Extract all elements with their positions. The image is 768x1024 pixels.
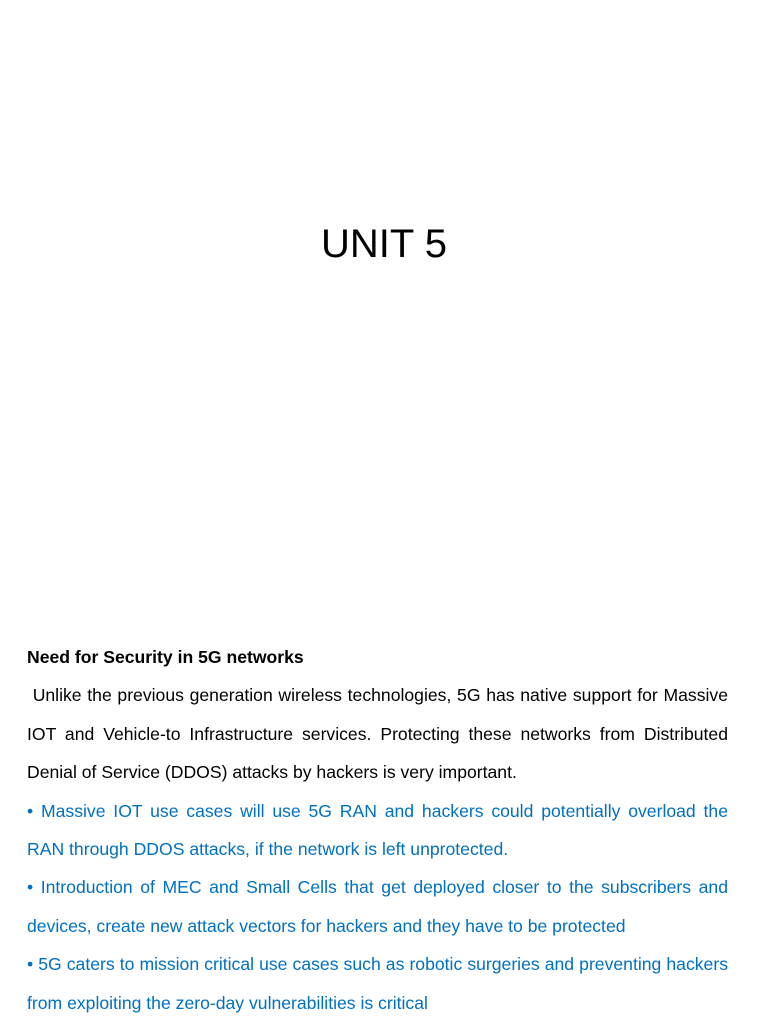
bullet-item: • Introduction of MEC and Small Cells that get deployed closer to the subscribers and devices, create new attack vectors for hackers and they have to be protected — [27, 877, 728, 936]
bullet-item: • Massive IOT use cases will use 5G RAN and hackers could potentially overload the RAN through DDOS attacks, if the network is left unprotected. — [27, 800, 728, 860]
intro-paragraph: Unlike the previous generation wireless technologies, 5G has native support for Massive IOT and Vehicle-to Infrastructure services. Protecting these networks from Distributed Denial of Service (DDOS) attacks by hackers is very important. — [27, 685, 728, 783]
bullet-item: • 5G caters to mission critical use cases such as robotic surgeries and preventing hackers from exploiting the zero-day vulnerabilities is critical — [27, 954, 728, 1013]
section-heading: Need for Security in 5G networks — [27, 647, 304, 667]
security-section — [27, 638, 728, 1022]
page-title: UNIT 5 — [321, 222, 447, 266]
